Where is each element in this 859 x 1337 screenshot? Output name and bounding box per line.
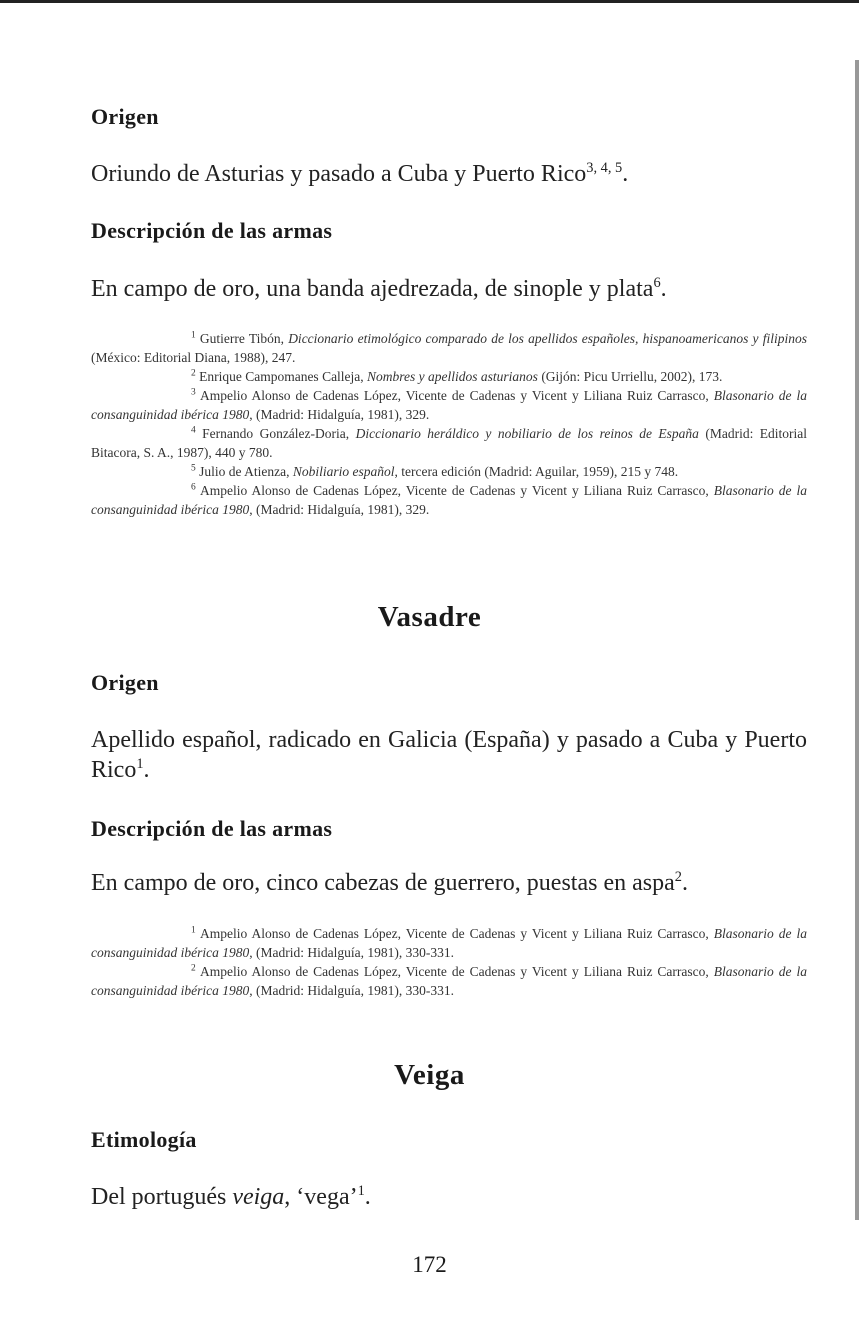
vasadre-armas-content: En campo de oro, cinco cabezas de guerrero, puestas en aspa: [91, 870, 675, 896]
footnote-number: 2: [191, 963, 196, 974]
footnote: [91, 481, 807, 519]
footnote-author: Ampelio Alonso de Cadenas López, Vicente de Cadenas y Vicent y Liliana Ruiz Carrasco,: [199, 388, 714, 403]
veiga-etimologia-heading: Etimología: [91, 1127, 197, 1152]
veiga-text-suffix: , ‘vega’: [284, 1184, 358, 1210]
right-scan-edge: [855, 60, 859, 1220]
footnote-author: Ampelio Alonso de Cadenas López, Vicente de Cadenas y Vicent y Liliana Ruiz Carrasco,: [199, 926, 714, 941]
footnote-title: Blasonario de la consanguinidad ibérica 1980: [91, 964, 808, 998]
footnote: [91, 962, 807, 1000]
footnote-title: Blasonario de la consanguinidad ibérica 1980: [91, 483, 808, 517]
footnote-title: Diccionario heráldico y nobiliario de los reinos de España: [355, 426, 699, 441]
footnote-ref: 3, 4, 5: [586, 160, 623, 176]
footnote-number: 6: [191, 482, 196, 493]
footnote-number: 4: [191, 425, 196, 436]
footnote-rest: (Madrid: Editorial Bitacora, S. A., 1987), 440 y 780.: [91, 426, 808, 460]
footnote-rest: , (Madrid: Hidalguía, 1981), 329.: [249, 502, 430, 517]
footnote: [91, 386, 807, 424]
footnote-title: Diccionario etimológico comparado de los apellidos españoles, hispanoamericanos y filipinos: [288, 331, 807, 346]
footnote-number: 2: [191, 368, 196, 379]
origen-heading: Origen: [91, 104, 159, 129]
page-number: 172: [412, 1252, 447, 1277]
vasadre-origen-heading: Origen: [91, 670, 159, 695]
vasadre-origen-text: Apellido español, radicado en Galicia (España) y pasado a Cuba y Puerto Rico$^1$.: [91, 727, 807, 783]
footnote-author: Fernando González-Doria,: [202, 426, 356, 441]
footnote-author: Enrique Campomanes Calleja,: [199, 369, 368, 384]
footnote-title: Blasonario de la consanguinidad ibérica 1980: [91, 388, 808, 422]
armas-heading: Descripción de las armas: [91, 218, 333, 243]
vasadre-armas-heading: Descripción de las armas: [91, 816, 333, 841]
top-scan-rule: [0, 0, 859, 3]
footnote: [91, 424, 807, 462]
veiga-text-italic: veiga: [232, 1184, 285, 1210]
veiga-text-end: .: [364, 1184, 371, 1210]
vasadre-armas-text: En campo de oro, cinco cabezas de guerrero, puestas en aspa$^2$.: [91, 869, 688, 896]
footnote-number: 5: [191, 463, 196, 474]
footnote-number: 3: [191, 387, 196, 398]
entry-title-veiga: Veiga: [394, 1059, 465, 1091]
footnote-title: Nombres y apellidos asturianos: [367, 369, 538, 384]
footnote: [91, 367, 807, 386]
footnote-title: Nobiliario español: [292, 464, 395, 479]
footnote-rest: , tercera edición (Madrid: Aguilar, 1959), 215 y 748.: [394, 464, 679, 479]
origen-text: Oriundo de Asturias y pasado a Cuba y Puerto Rico$^{3, 4, 5}$.: [91, 160, 629, 187]
footnote-author: Julio de Atienza,: [199, 464, 293, 479]
footnotes-section1: [91, 329, 807, 519]
veiga-text: [91, 1182, 371, 1212]
armas-text-content: En campo de oro, una banda ajedrezada, de sinople y plata: [91, 276, 654, 302]
footnote: [91, 329, 807, 367]
footnote-number: 1: [191, 330, 196, 341]
footnote: [91, 924, 807, 962]
footnotes-vasadre: [91, 924, 807, 1000]
footnote-ref: 1: [136, 756, 144, 772]
footnote-number: 1: [191, 925, 196, 936]
footnote-rest: , (Madrid: Hidalguía, 1981), 330-331.: [249, 945, 454, 960]
footnote-rest: , (Madrid: Hidalguía, 1981), 330-331.: [249, 983, 454, 998]
footnote-ref: 2: [674, 869, 682, 885]
footnote-author: Gutierre Tibón,: [199, 331, 289, 346]
vasadre-origen-content: Apellido español, radicado en Galicia (España) y pasado a Cuba y Puerto Rico: [91, 727, 807, 783]
footnote-rest: , (Madrid: Hidalguía, 1981), 329.: [249, 407, 430, 422]
footnote-ref: 6: [653, 275, 661, 291]
footnote: [91, 462, 807, 481]
footnote-ref: 1: [357, 1183, 365, 1199]
entry-title-vasadre: Vasadre: [377, 601, 482, 633]
footnote-rest: (Gijón: Picu Urriellu, 2002), 173.: [537, 369, 723, 384]
veiga-text-prefix: Del portugués: [91, 1184, 233, 1210]
footnote-author: Ampelio Alonso de Cadenas López, Vicente de Cadenas y Vicent y Liliana Ruiz Carrasco,: [199, 483, 714, 498]
footnote-title: Blasonario de la consanguinidad ibérica 1980: [91, 926, 808, 960]
footnote-rest: (México: Editorial Diana, 1988), 247.: [91, 350, 296, 365]
armas-text: En campo de oro, una banda ajedrezada, de sinople y plata$^6$.: [91, 275, 667, 302]
footnote-author: Ampelio Alonso de Cadenas López, Vicente de Cadenas y Vicent y Liliana Ruiz Carrasco,: [199, 964, 714, 979]
origen-text-content: Oriundo de Asturias y pasado a Cuba y Puerto Rico: [91, 161, 587, 187]
